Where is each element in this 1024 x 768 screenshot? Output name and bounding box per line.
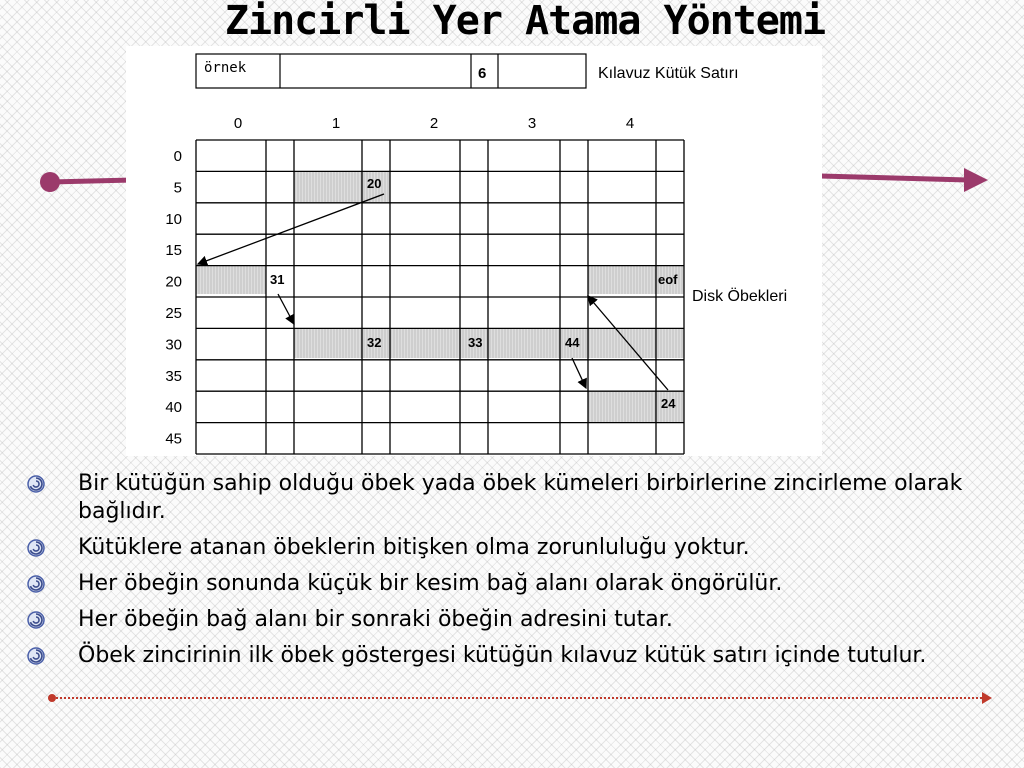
bullet-text: Öbek zincirinin ilk öbek göstergesi kütüğün kılavuz kütük satırı içinde tutulur. [78, 643, 927, 668]
bullet-text: Kütüklere atanan öbeklerin bitişken olma zorunluluğu yoktur. [78, 535, 750, 560]
bullet-item [26, 470, 1016, 526]
swirl-bullet-icon [26, 474, 46, 494]
link-label: 24 [661, 396, 676, 411]
row-header: 15 [165, 242, 182, 260]
disk-diagram [126, 46, 822, 456]
disk-blocks-label: Disk Öbekleri [692, 288, 788, 305]
row-header: 45 [165, 430, 182, 448]
swirl-bullet-icon [26, 646, 46, 666]
row-header: 20 [165, 273, 182, 291]
link-label: 32 [367, 335, 382, 350]
bullet-text: Bir kütüğün sahip olduğu öbek yada öbek kümeleri birbirlerine zincirleme olarak bağlıdır. [78, 471, 963, 524]
swirl-bullet-icon [26, 574, 46, 594]
bullet-item [26, 534, 1016, 562]
row-header: 0 [173, 148, 182, 165]
link-label: 44 [565, 335, 580, 350]
row-header: 10 [165, 210, 182, 228]
index-file-name: örnek [204, 60, 247, 76]
row-header: 35 [165, 367, 182, 385]
row-header: 30 [165, 336, 182, 354]
disk-diagram-svg [126, 46, 822, 456]
bullet-text: Her öbeğin bağ alanı bir sonraki öbeğin adresini tutar. [78, 607, 673, 632]
column-header: 4 [625, 115, 635, 132]
row-header: 5 [173, 179, 182, 197]
link-label: 33 [468, 335, 483, 350]
separator-arrow [982, 692, 992, 704]
right-decorative-arrow [820, 164, 992, 194]
bullet-list [26, 470, 1016, 678]
link-label: 20 [367, 176, 382, 191]
swirl-bullet-icon [26, 538, 46, 558]
row-header: 25 [165, 305, 182, 322]
separator-dot [48, 694, 56, 702]
column-header: 0 [233, 115, 243, 132]
left-decorative-line [36, 168, 136, 198]
row-header: 40 [165, 399, 182, 417]
column-header: 3 [527, 115, 537, 132]
index-start-block: 6 [478, 65, 487, 82]
separator-line [52, 697, 986, 699]
column-header: 2 [429, 115, 439, 132]
index-row-caption: Kılavuz Kütük Satırı [598, 65, 739, 82]
link-label: 31 [270, 272, 285, 287]
link-label: eof [658, 272, 678, 287]
bullet-item [26, 570, 1016, 598]
column-header: 1 [331, 115, 341, 132]
swirl-bullet-icon [26, 610, 46, 630]
bullet-item [26, 606, 1016, 634]
bullet-item [26, 642, 1016, 670]
bullet-text: Her öbeğin sonunda küçük bir kesim bağ alanı olarak öngörülür. [78, 571, 783, 596]
slide-title: Zincirli Yer Atama Yöntemi [224, 0, 826, 44]
